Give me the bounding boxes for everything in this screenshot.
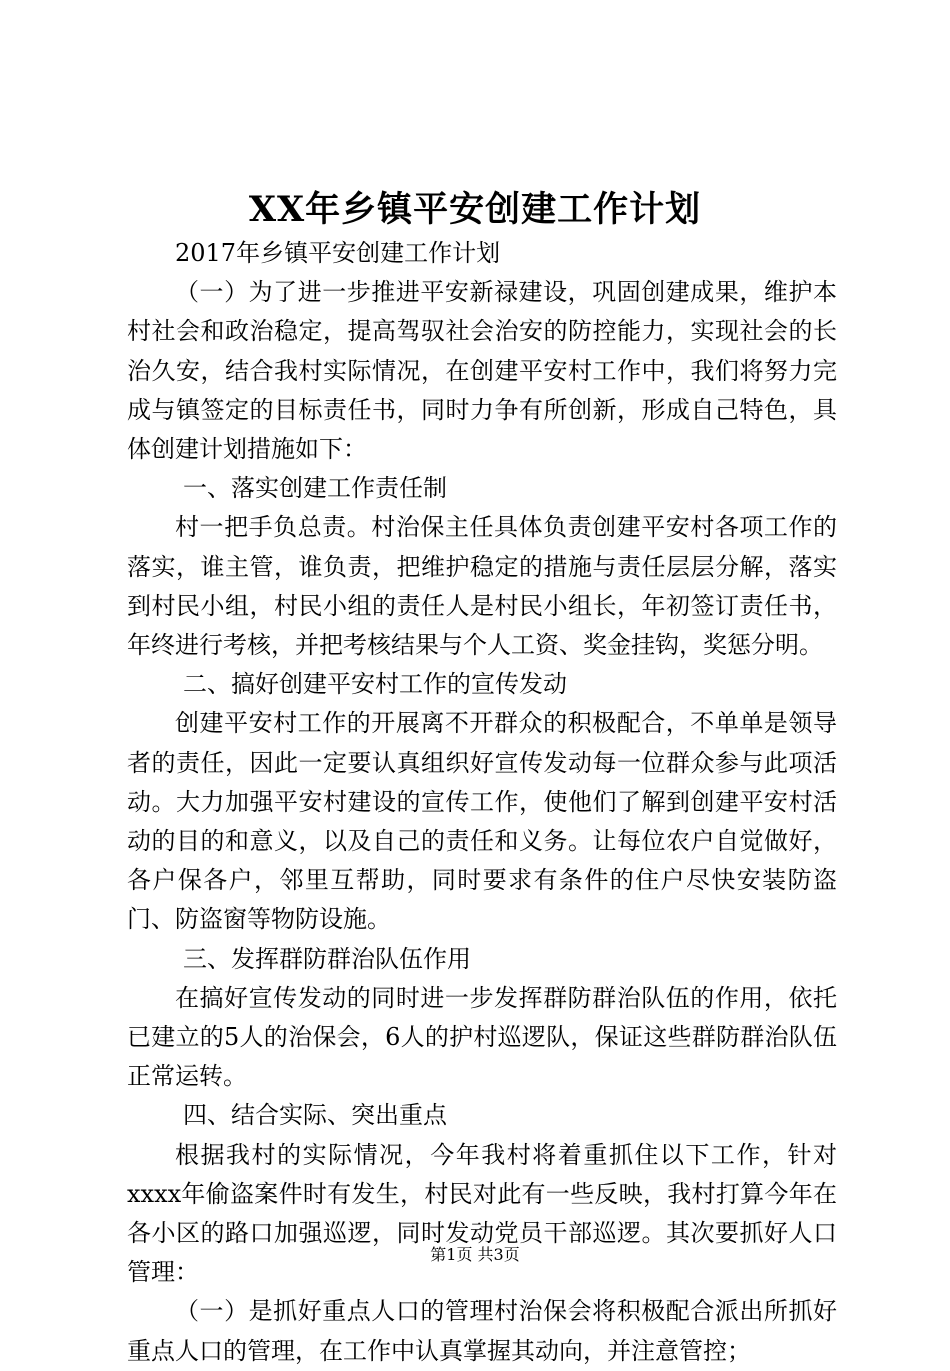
- paragraph-section-3: 在搞好宣传发动的同时进一步发挥群防群治队伍的作用，依托已建立的5人的治保会，6人的护村巡逻队，保证这些群防群治队伍正常运转。: [127, 983, 837, 1091]
- paragraph-intro: （一）为了进一步推进平安新禄建设，巩固创建成果，维护本村社会和政治稳定，提高驾驭社会治安的防控能力，实现社会的长治久安，结合我村实际情况，在创建平安村工作中，我们将努力完成与镇签定的目标责任书，同时力争有所创新，形成自己特色，具体创建计划措施如下：: [127, 278, 837, 464]
- section-heading-3: 三、发挥群防群治队伍作用: [183, 944, 471, 973]
- page-footer: 第1页 共3页: [430, 1245, 520, 1264]
- section-heading-2: 二、搞好创建平安村工作的宣传发动: [183, 670, 567, 699]
- paragraph-section-1: 村一把手负总责。村治保主任具体负责创建平安村各项工作的落实，谁主管，谁负责，把维护稳定的措施与责任层层分解，落实到村民小组，村民小组的责任人是村民小组长，年初签订责任书，年终进行考核，并把考核结果与个人工资、奖金挂钩，奖惩分明。: [127, 513, 837, 660]
- section-heading-4: 四、结合实际、突出重点: [183, 1101, 447, 1130]
- paragraph-section-2: 创建平安村工作的开展离不开群众的积极配合，不单单是领导者的责任，因此一定要认真组织好宣传发动每一位群众参与此项活动。大力加强平安村建设的宣传工作，使他们了解到创建平安村活动的目的和意义，以及自己的责任和义务。让每位农户自觉做好，各户保各户，邻里互帮助，同时要求有条件的住户尽快安装防盗门、防盗窗等物防设施。: [127, 709, 837, 934]
- section-heading-1: 一、落实创建工作责任制: [183, 474, 447, 503]
- paragraph-section-4-item-1: （一）是抓好重点人口的管理村治保会将积极配合派出所抓好重点人口的管理，在工作中认真掌握其动向，并注意管控；: [127, 1297, 837, 1365]
- document-title: XX年乡镇平安创建工作计划: [248, 189, 702, 230]
- paragraph-section-4: 根据我村的实际情况，今年我村将着重抓住以下工作，针对xxxx年偷盗案件时有发生，村民对此有一些反映，我村打算今年在各小区的路口加强巡逻，同时发动党员干部巡逻。其次要抓好人口管理：: [127, 1140, 837, 1287]
- document-subtitle: 2017年乡镇平安创建工作计划: [175, 239, 501, 267]
- document-body: [127, 234, 837, 1371]
